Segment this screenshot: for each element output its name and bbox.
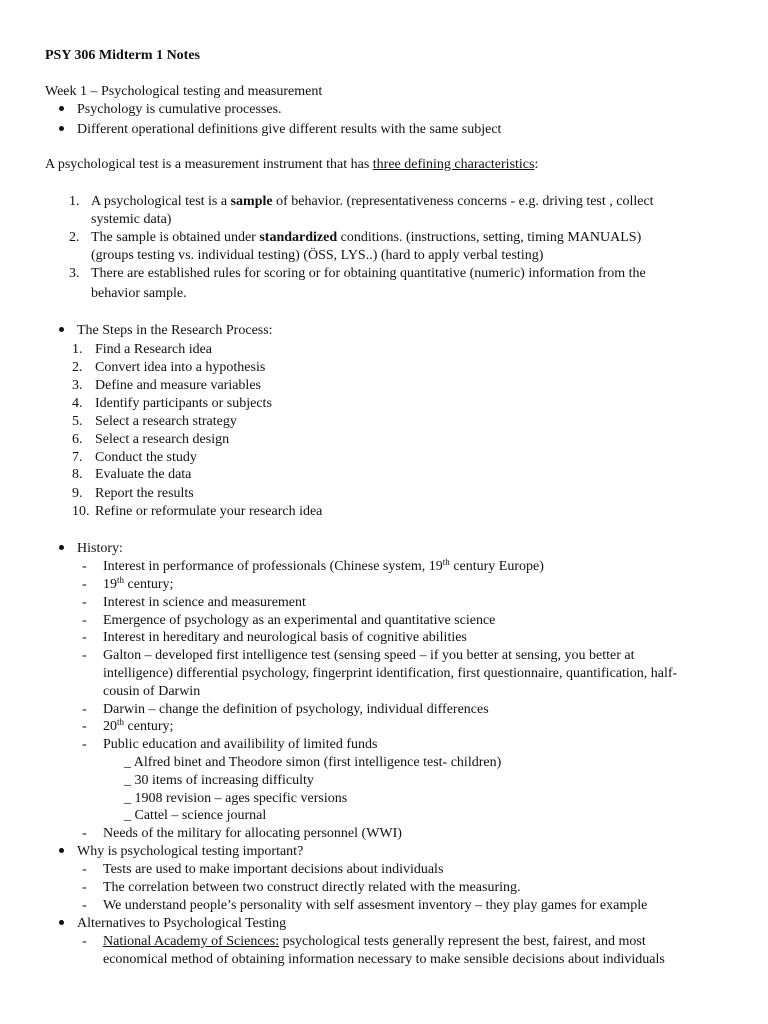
bullet-icon <box>59 126 64 131</box>
list-number: 1. <box>69 194 80 209</box>
dash-marker: - <box>82 648 87 663</box>
dash-marker: - <box>82 559 87 574</box>
step-item: Refine or reformulate your research idea <box>95 504 323 519</box>
history-item: Interest in performance of professionals (Chinese system, 19th century Europe) <box>103 557 544 574</box>
bullet-icon <box>59 545 64 550</box>
alternatives-heading: Alternatives to Psychological Testing <box>77 916 287 931</box>
history-heading: History: <box>77 541 123 556</box>
step-item: Report the results <box>95 486 194 501</box>
step-number: 9. <box>72 486 83 501</box>
characteristic-1: A psychological test is a sample of behavior. (representativeness concerns - e.g. driving test , collect <box>91 194 654 209</box>
dash-marker: - <box>82 702 87 717</box>
dash-marker: - <box>82 934 87 949</box>
sub-item: _ Alfred binet and Theodore simon (first intelligence test- children) <box>124 755 502 770</box>
list-number: 3. <box>69 266 80 281</box>
history-item: Darwin – change the definition of psychology, individual differences <box>103 702 489 717</box>
characteristic-2-cont: (groups testing vs. individual testing) (ÖSS, LYS..) (hard to apply verbal testing) <box>91 248 544 263</box>
dash-marker: - <box>82 613 87 628</box>
dash-marker: - <box>82 630 87 645</box>
step-number: 4. <box>72 396 83 411</box>
characteristic-1-cont: systemic data) <box>91 212 172 227</box>
week1-bullet: Different operational definitions give different results with the same subject <box>77 122 502 137</box>
step-number: 2. <box>72 360 83 375</box>
week1-bullet: Psychology is cumulative processes. <box>77 102 282 117</box>
step-item: Convert idea into a hypothesis <box>95 360 266 375</box>
step-number: 5. <box>72 414 83 429</box>
history-item: Emergence of psychology as an experimental and quantitative science <box>103 613 496 628</box>
step-item: Select a research design <box>95 432 230 447</box>
bullet-icon <box>59 327 64 332</box>
alternatives-item-cont: economical method of obtaining information necessary to make sensible decisions about individuals <box>103 952 665 967</box>
step-item: Conduct the study <box>95 450 197 465</box>
history-item: Galton – developed first intelligence test (sensing speed – if you better at sensing, you better at <box>103 648 635 663</box>
step-number: 1. <box>72 342 83 357</box>
list-number: 2. <box>69 230 80 245</box>
history-item: 19th century; <box>103 575 174 592</box>
step-number: 6. <box>72 432 83 447</box>
dash-marker: - <box>82 880 87 895</box>
dash-marker: - <box>82 862 87 877</box>
step-item: Define and measure variables <box>95 378 261 393</box>
importance-item: We understand people’s personality with self assesment inventory – they play games for example <box>103 898 648 913</box>
bullet-icon <box>59 106 64 111</box>
steps-heading: The Steps in the Research Process: <box>77 323 273 338</box>
sub-item: _ 30 items of increasing difficulty <box>124 773 314 788</box>
history-item: Public education and availibility of limited funds <box>103 737 378 752</box>
characteristic-3: There are established rules for scoring or for obtaining quantitative (numeric) information from the <box>91 266 646 281</box>
history-item: Needs of the military for allocating personnel (WWI) <box>103 826 402 841</box>
characteristic-3-cont: behavior sample. <box>91 286 187 301</box>
characteristic-2: The sample is obtained under standardized conditions. (instructions, setting, timing MANUALS) <box>91 230 642 245</box>
dash-marker: - <box>82 595 87 610</box>
dash-marker: - <box>82 737 87 752</box>
bullet-icon <box>59 848 64 853</box>
importance-item: The correlation between two construct directly related with the measuring. <box>103 880 521 895</box>
dash-marker: - <box>82 898 87 913</box>
step-number: 8. <box>72 467 83 482</box>
history-item: 20th century; <box>103 717 174 734</box>
bullet-icon <box>59 920 64 925</box>
dash-marker: - <box>82 577 87 592</box>
week1-heading: Week 1 – Psychological testing and measurement <box>45 84 323 99</box>
history-item-cont: intelligence) differential psychology, fingerprint identification, first questionnaire, quantification, half- <box>103 666 678 681</box>
importance-item: Tests are used to make important decisions about individuals <box>103 862 444 877</box>
dash-marker: - <box>82 719 87 734</box>
step-number: 10. <box>72 504 90 519</box>
history-item-cont: cousin of Darwin <box>103 684 201 699</box>
definition-underlined: three defining characteristics <box>372 157 535 172</box>
definition-text: A psychological test is a measurement instrument that has <box>45 157 373 172</box>
importance-heading: Why is psychological testing important? <box>77 844 304 859</box>
step-item: Select a research strategy <box>95 414 237 429</box>
step-item: Evaluate the data <box>95 467 192 482</box>
definition-colon: : <box>534 157 539 172</box>
dash-marker: - <box>82 826 87 841</box>
sub-item: _ Cattel – science journal <box>124 808 267 823</box>
alternatives-item: National Academy of Sciences: psychological tests generally represent the best, fairest, and most <box>103 934 646 949</box>
history-item: Interest in science and measurement <box>103 595 306 610</box>
step-number: 3. <box>72 378 83 393</box>
history-item: Interest in hereditary and neurological basis of cognitive abilities <box>103 630 467 645</box>
sub-item: _ 1908 revision – ages specific versions <box>124 791 348 806</box>
step-item: Identify participants or subjects <box>95 396 272 411</box>
document-title: PSY 306 Midterm 1 Notes <box>45 48 201 63</box>
step-item: Find a Research idea <box>95 342 213 357</box>
step-number: 7. <box>72 450 83 465</box>
definition-line <box>45 156 538 174</box>
